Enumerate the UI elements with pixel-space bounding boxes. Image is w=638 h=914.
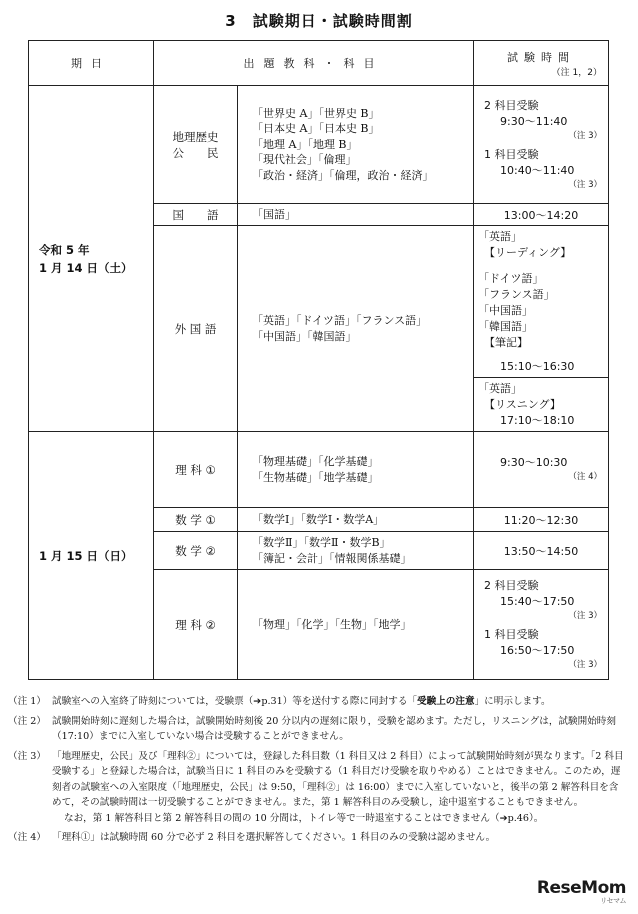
date-day1: 令和 5 年 1 月 14 日（土） — [29, 86, 154, 432]
items-kokugo: 「国語」 — [238, 204, 474, 226]
items-foreign: 「英語」「ドイツ語」「フランス語」 「中国語」「韓国語」 — [238, 226, 474, 432]
time-rika2: 2 科目受験 15:40～17:50 （注 3） 1 科目受験 16:50～17:50 （注 3） — [474, 570, 609, 680]
resemom-logo: ReseMom リセマム — [536, 878, 626, 905]
subject-foreign: 外 国 語 — [154, 226, 238, 432]
subject-geo-civics: 地理歴史 公 民 — [154, 86, 238, 204]
header-time: 試験時間 （注 1，2） — [474, 41, 609, 86]
time-kokugo: 13:00～14:20 — [474, 204, 609, 226]
time-foreign-written: 「英語」 【リーディング】 「ドイツ語」 「フランス語」 「中国語」 「韓国語」 【筆記】 15:10～16:30 — [474, 226, 609, 378]
items-rika2: 「物理」「化学」「生物」「地学」 — [238, 570, 474, 680]
time-rika1: 9:30～10:30 （注 4） — [474, 432, 609, 508]
items-math2: 「数学Ⅱ」「数学Ⅱ・数学B」 「簿記・会計」「情報関係基礎」 — [238, 532, 474, 570]
time-math2: 13:50～14:50 — [474, 532, 609, 570]
items-geo-civics: 「世界史 A」「世界史 B」 「日本史 A」「日本史 B」 「地理 A」「地理 B」 「現代社会」「倫理」 「政治・経済」「倫理，政治・経済」 — [238, 86, 474, 204]
subject-kokugo: 国 語 — [154, 204, 238, 226]
header-time-note: （注 1，2） — [551, 67, 602, 78]
subject-math1: 数 学 ① — [154, 508, 238, 532]
subject-rika2: 理 科 ② — [154, 570, 238, 680]
table-row — [29, 86, 609, 204]
note-4: （注 4） 「理科①」は試験時間 60 分で必ず 2 科目を選択解答してください。1 科目のみの受験は認めません。 — [8, 832, 496, 843]
header-subjects: 出題教科・科目 — [154, 41, 474, 86]
time-foreign-listening: 「英語」 【リスニング】 17:10～18:10 — [474, 378, 609, 432]
note-2: （注 2） 試験開始時刻に遅刻した場合は，試験開始時刻後 20 分以内の遅刻に限り，受験を認めます。ただし，リスニングは，試験開始時刻（17:10）までに入室していない場合は受験することができません。 — [8, 715, 616, 742]
note-1: （注 1） 試験室への入室終了時刻については，受験票（➔p.31）等を送付する際に同封する「受験上の注意」に明示します。 — [8, 696, 551, 707]
time-geo-civics: 2 科目受験 9:30～11:40 （注 3） 1 科目受験 10:40～11:40 （注 3） — [474, 86, 609, 204]
page-title: 3 試験期日・試験時間割 — [225, 12, 413, 30]
header-date: 期日 — [29, 41, 154, 86]
exam-schedule-table — [28, 40, 609, 680]
table-row — [29, 432, 609, 508]
footnotes — [8, 694, 626, 850]
time-math1: 11:20～12:30 — [474, 508, 609, 532]
items-math1: 「数学Ⅰ」「数学Ⅰ・数学A」 — [238, 508, 474, 532]
table-header-row — [29, 41, 609, 86]
date-day2: 1 月 15 日（日） — [29, 432, 154, 680]
items-rika1: 「物理基礎」「化学基礎」 「生物基礎」「地学基礎」 — [238, 432, 474, 508]
subject-math2: 数 学 ② — [154, 532, 238, 570]
note-3: （注 3） 「地理歴史，公民」及び「理科②」については，登録した科目数（1 科目又は 2 科目）によって試験開始時刻が異なります。「2 科目受験する」と登録した場合は，試験当日に 1 科目のみを受験する（1 科目だけ受験を取りやめる）ことはできません。このため，遅刻者の試験室への入室限度（「地理歴史，公民」は 9:50，「理科②」は 16:00）までに入室していないと，後半の第 2 解答科目を含めて，その試験時間は一切受験することができません。また，第 1 解答科目のみ受験し，途中退室することもできません。 なお，第 1 解答科目と第 2 解答科目の間の 10 分間は，トイレ等で一時退室することはできません（➔p.46）。 — [8, 750, 624, 824]
subject-rika1: 理 科 ① — [154, 432, 238, 508]
